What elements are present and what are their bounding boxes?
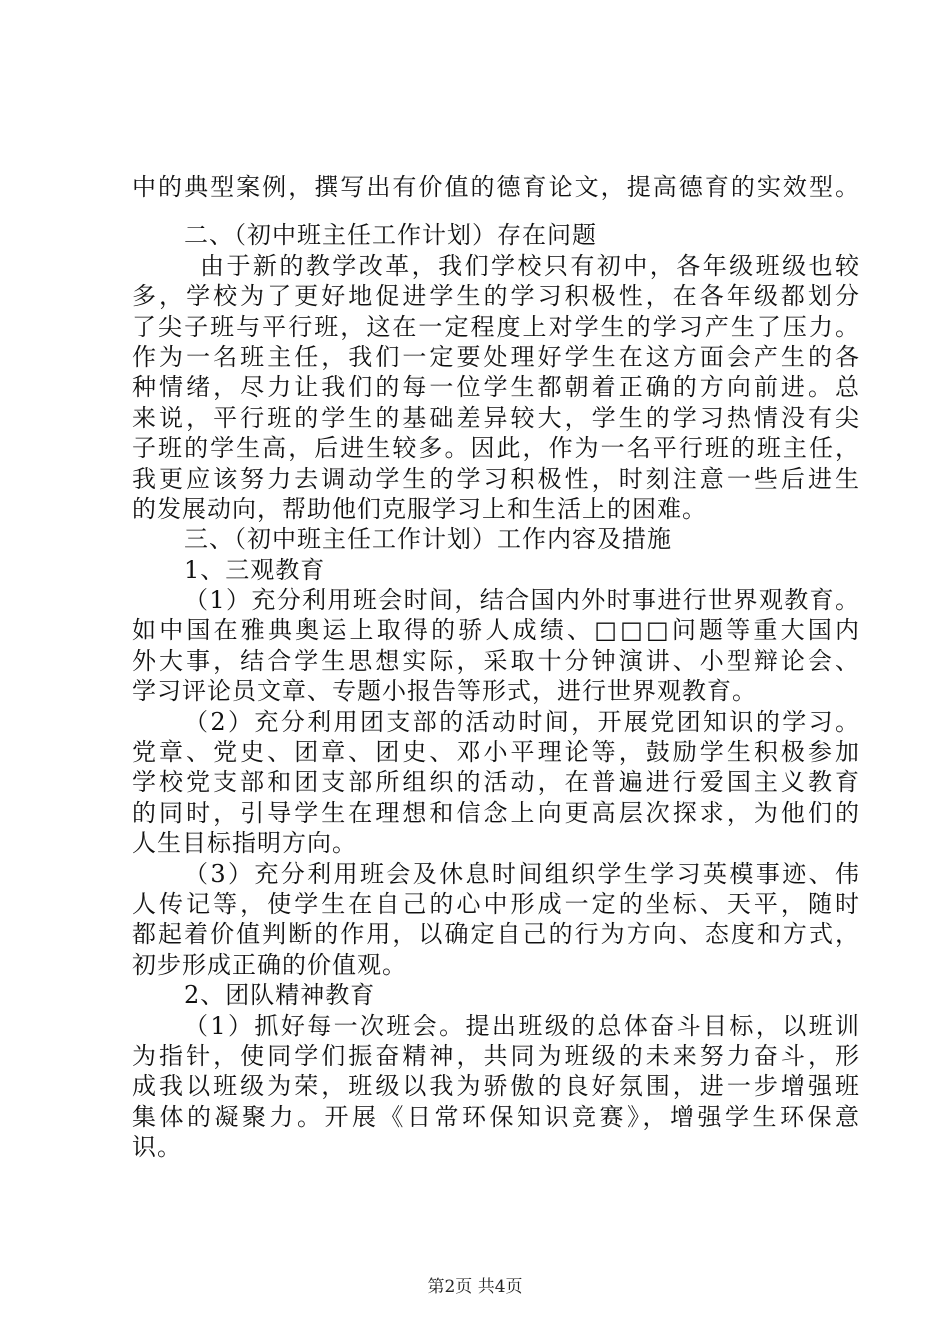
text-line: 的同时，引导学生在理想和信念上向更高层次探求，为他们的 [132, 798, 860, 827]
text-line: 由于新的教学改革，我们学校只有初中，各年级班级也较 [200, 251, 860, 280]
text-line: 都起着价值判断的作用，以确定自己的行为方向、态度和方式， [132, 920, 860, 949]
text-line: 的发展动向，帮助他们克服学习上和生活上的困难。 [132, 494, 707, 523]
document-body [132, 172, 860, 1163]
text-line: 外大事，结合学生思想实际，采取十分钟演讲、小型辩论会、 [132, 646, 860, 675]
text-line: 如中国在雅典奥运上取得的骄人成绩、□□□问题等重大国内 [132, 616, 860, 645]
text-line: 学校党支部和团支部所组织的活动，在普遍进行爱国主义教育 [132, 768, 860, 797]
text-line: 我更应该努力去调动学生的学习积极性，时刻注意一些后进生 [132, 464, 860, 493]
section-heading: 三、（初中班主任工作计划）工作内容及措施 [184, 525, 672, 554]
text-line: 为指针，使同学们振奋精神，共同为班级的未来努力奋斗，形 [132, 1041, 860, 1070]
text-line: 子班的学生高，后进生较多。因此，作为一名平行班的班主任， [132, 434, 860, 463]
text-line: 多，学校为了更好地促进学生的学习积极性，在各年级都划分 [132, 282, 860, 311]
text-line: （3）充分利用班会及休息时间组织学生学习英模事迹、伟 [184, 859, 860, 888]
text-line: 集体的凝聚力。开展《日常环保知识竞赛》，增强学生环保意 [132, 1102, 860, 1131]
page-number-footer: 第2页 共4页 [427, 1277, 523, 1297]
text-line: 来说，平行班的学生的基础差异较大，学生的学习热情没有尖 [132, 403, 860, 432]
text-line: 种情绪，尽力让我们的每一位学生都朝着正确的方向前进。总 [132, 373, 860, 402]
text-line: 识。 [132, 1133, 182, 1162]
text-line: （1）充分利用班会时间，结合国内外时事进行世界观教育。 [184, 586, 860, 615]
text-line: 成我以班级为荣，班级以我为骄傲的良好氛围，进一步增强班 [132, 1072, 860, 1101]
text-line: 中的典型案例，撰写出有价值的德育论文，提高德育的实效型。 [132, 173, 860, 201]
text-line: 人生目标指明方向。 [132, 829, 357, 858]
subsection-heading: 1、三观教育 [184, 555, 326, 584]
text-line: 了尖子班与平行班，这在一定程度上对学生的学习产生了压力。 [132, 312, 860, 341]
text-line: 党章、党史、团章、团史、邓小平理论等，鼓励学生积极参加 [132, 738, 860, 767]
section-heading: 二、（初中班主任工作计划）存在问题 [184, 221, 597, 250]
subsection-heading: 2、团队精神教育 [184, 981, 376, 1010]
text-line: 学习评论员文章、专题小报告等形式，进行世界观教育。 [132, 677, 757, 706]
text-line: 作为一名班主任，我们一定要处理好学生在这方面会产生的各 [132, 342, 860, 371]
text-line: 人传记等，使学生在自己的心中形成一定的坐标、天平，随时 [132, 889, 860, 918]
text-line: （1）抓好每一次班会。提出班级的总体奋斗目标，以班训 [184, 1011, 860, 1040]
text-line: （2）充分利用团支部的活动时间，开展党团知识的学习。 [184, 707, 860, 736]
text-line: 初步形成正确的价值观。 [132, 950, 407, 979]
paragraph-gap [132, 202, 860, 220]
